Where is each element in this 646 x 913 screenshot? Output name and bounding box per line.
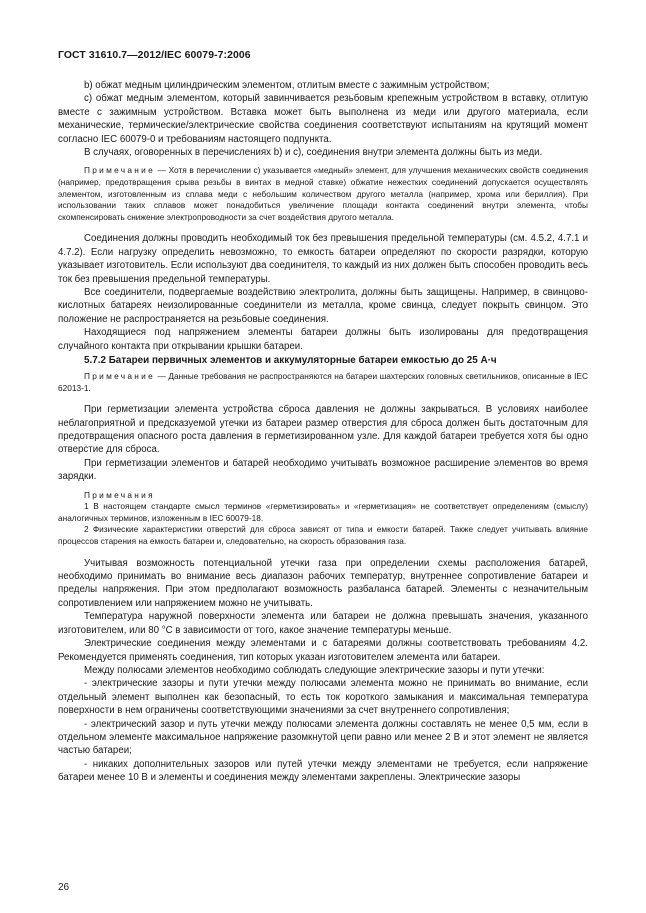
paragraph-gas-leak: Учитывая возможность потенциальной утечки газа при определении схемы расположения батарей, необходимо принимать во внимание весь диапазон рабочих температур, внутреннее сопротивление батареи и пределы напряжения. При этом предполагают возможность разбаланса батарей. Элементы с незначительным сопротивлением или напряжением можно не учитывать. bbox=[58, 557, 588, 609]
list-item-clearance-1: - электрические зазоры и пути утечки между полюсами элемента можно не принимать во внимание, если отдельный элемент выполнен как безопасный, то есть ток короткого замыкания и максимальная температура поверхности в нем ограничены соответствующими значениями за счет внутреннего сопротивления; bbox=[58, 678, 588, 717]
paragraph-pressure-relief: При герметизации элемента устройства сброса давления не должны закрываться. В условиях наиболее неблагоприятной и предсказуемой утечки из батареи размер отверстия для сброса должен быть достаточным для предотвращения опасного роста давления в герметизированном узле. Для каждой батареи требуется хотя бы одно отверстие для сброса. bbox=[58, 404, 588, 456]
list-item-clearance-2: - электрический зазор и путь утечки между полюсами элемента должны составлять не менее 0,5 мм, если в отдельном элементе максимальное напряжение разомкнутой цепи равно или менее 2 В и этот элемент не является частью батареи; bbox=[58, 718, 588, 757]
note-2-label: Примечание bbox=[84, 371, 156, 382]
paragraph-c: c) обжат медным элементом, который завинчивается резьбовым крепежным устройством в вставку, отлитую вместе с зажимным устройством. Вставка может быть выполнена из меди или другого материала, если механические, термические/электрические свойства соединения соответствуют испытаниям на крутящий момент согласно IEC 60079-0 и требованиям настоящего подпункта. bbox=[58, 93, 588, 145]
page-number: 26 bbox=[58, 882, 70, 893]
section-heading-5-7-2: 5.7.2 Батареи первичных элементов и аккумуляторные батареи емкостью до 25 А·ч bbox=[84, 355, 497, 367]
notes-label: Примечания bbox=[84, 489, 155, 500]
note-2 bbox=[58, 371, 588, 394]
note-2-text: — Данные требования не распространяются на батареи шахтерских головных светильников, описанные в IEC 62013-1. bbox=[58, 371, 588, 393]
list-item-clearance-3: - никаких дополнительных зазоров или путей утечки между элементами не требуется, если напряжение батареи менее 10 В и элементы и соединения между элементами закреплены. Электрические зазоры bbox=[58, 758, 588, 784]
page-header: ГОСТ 31610.7—2012/IEC 60079-7:2006 bbox=[58, 50, 251, 61]
notes-item-2: 2 Физические характеристики отверстий для сброса зависят от типа и емкости батарей. Также следует учитывать влияние процессов старения на емкость батареи и, следовательно, на скорость образования газа. bbox=[58, 524, 588, 547]
paragraph-connectors-protected: Все соединители, подвергаемые воздействию электролита, должны быть защищены. Например, в свинцово-кислотных батареях неизолированные соединители из металла, кроме свинца, следует покрыть свинцом. Это положение не распространяется на резьбовые соединения. bbox=[58, 287, 588, 325]
paragraph-clearances-intro: Между полюсами элементов необходимо соблюдать следующие электрические зазоры и пути утечки: bbox=[84, 664, 545, 676]
paragraph-live-parts: Находящиеся под напряжением элементы батареи должны быть изолированы для предотвращения случайного контакта при открывании крышки батареи. bbox=[58, 327, 588, 352]
note-1-label: Примечание bbox=[84, 165, 156, 176]
note-1 bbox=[58, 165, 588, 223]
paragraph-copper: В случаях, оговоренных в перечислениях b) и c), соединения внутри элемента должны быть из меди. bbox=[84, 147, 543, 159]
note-1-text: — Хотя в перечислении c) указывается «медный» элемент, для улучшения механических свойств соединения (например, предотвращения срыва резьбы в винтах в медной ставке) обжатие нежестких соединений допускается осуществлять элементом, изготовленным из сплава меди с небольшим количеством другого металла (например, хрома или бериллия). При использовании таких сплавов может понадобиться увеличение площади контакта соединений внутри элемента, чтобы скомпенсировать снижение электропроводности за счет воздействия другого металла. bbox=[58, 165, 589, 222]
notes-item-1: 1 В настоящем стандарте смысл терминов «герметизировать» и «герметизация» не соответствует определениям (смыслу) аналогичных терминов, изложенным в IEC 60079-18. bbox=[58, 501, 588, 523]
paragraph-connections-current: Соединения должны проводить необходимый ток без превышения предельной температуры (см. 4.5.2, 4.7.1 и 4.7.2). Если нагрузку определить невозможно, то емкость батареи определяют по скорости разрядки, которую указывает изготовитель. Если используют два соединителя, то каждый из них должен быть способен проводить весь ток без превышения предельной температуры. bbox=[58, 233, 589, 285]
paragraph-expansion: При герметизации элементов и батарей необходимо учитывать возможное расширение элементов во время зарядки. bbox=[58, 457, 588, 483]
paragraph-b: b) обжат медным цилиндрическим элементом, отлитым вместе с зажимным устройством; bbox=[84, 80, 490, 91]
paragraph-surface-temperature: Температура наружной поверхности элемента или батареи не должна превышать значения, указанного изготовителем, или 80 °С в зависимости от того, какое значение температуры меньше. bbox=[58, 611, 588, 636]
paragraph-electrical-connections: Электрические соединения между элементами и с батареями должны соответствовать требованиям 4.2. Рекомендуется применять соединения, тип которых указан изготовителем элемента или батареи. bbox=[58, 638, 588, 663]
